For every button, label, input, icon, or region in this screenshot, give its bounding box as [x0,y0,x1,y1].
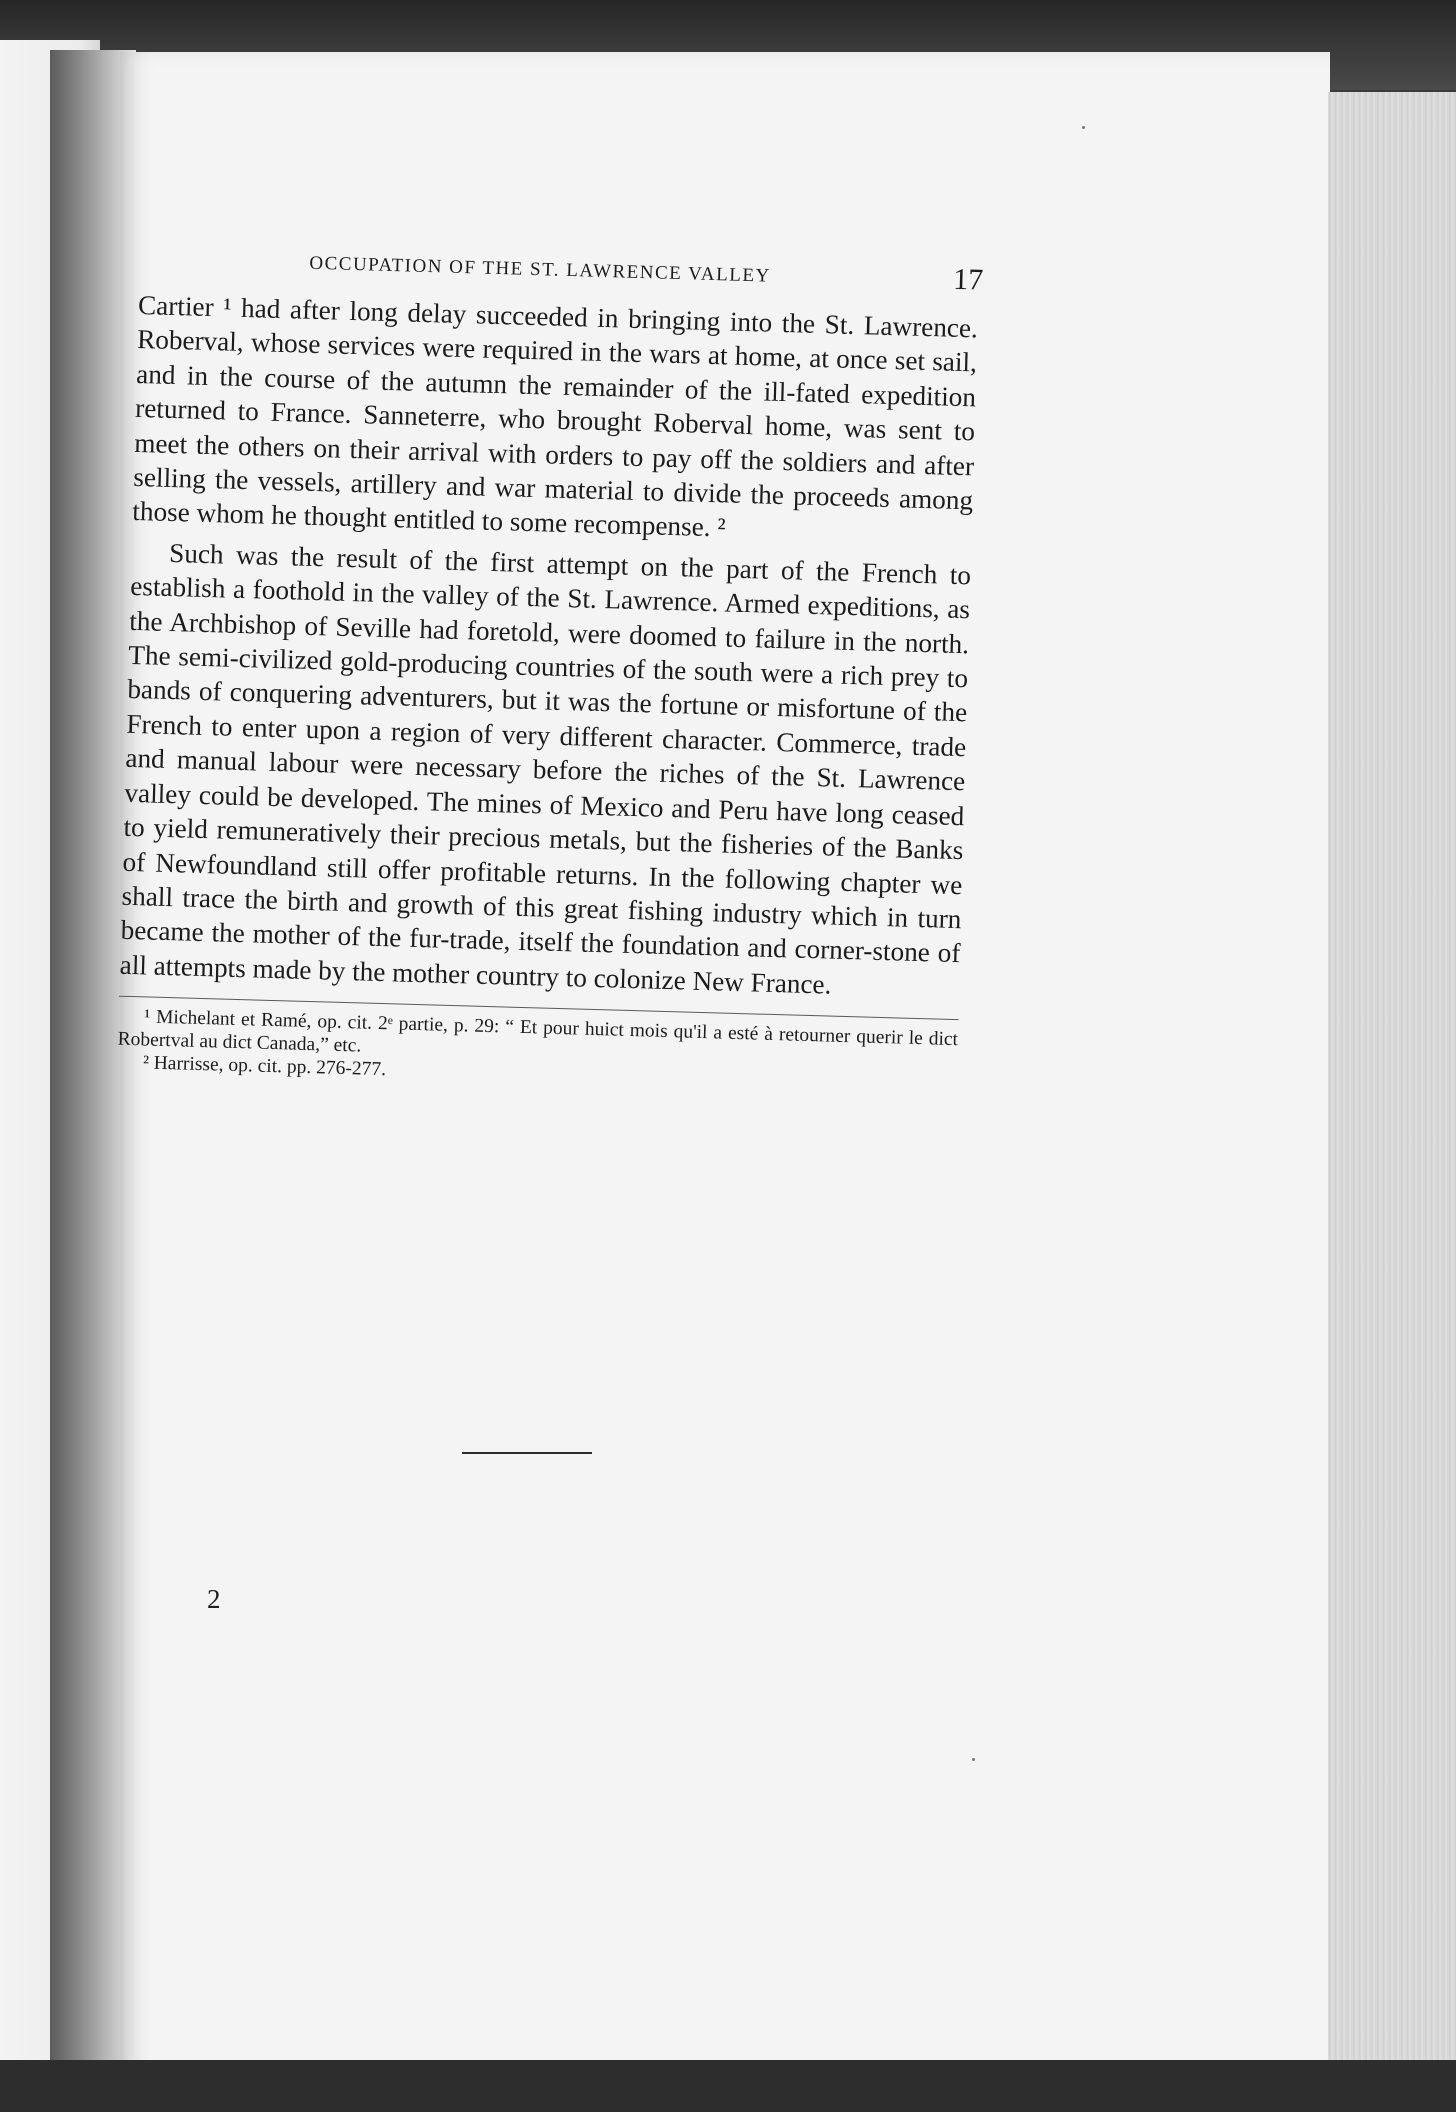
body-paragraph: Cartier ¹ had after long delay succeeded in bringing into the St. Lawrence. Roberval, whose services were required in the wars at home, at once set sail, and in the course of the autumn the remainder of the ill-fated expedition returned to France. Sanneterre, who brought Roberval home, was sent to meet the others on their arrival with orders to pay off the soldiers and after selling the vessels, artillery and war material to divide the proceeds among those whom he thought entitled to some recompense. ² [132,289,979,543]
section-end-rule [462,1452,592,1454]
page-number: 17 [952,262,984,297]
body-paragraph: Such was the result of the first attempt on the part of the French to establish a foothold in the valley of the St. Lawrence. Armed expeditions, as the Archbishop of Seville had foretold, were doomed to failure in the north. The semi-civilized gold-producing countries of the south were a rich prey to bands of conquering adventurers, but it was the fortune or misfortune of the French to enter upon a region of very different character. Commerce, trade and manual labour were necessary before the riches of the St. Lawrence valley could be developed. The mines of Mexico and Peru have long ceased to yield remuneratively their precious metals, but the fisheries of the Banks of Newfoundland still offer profitable returns. In the following chapter we shall trace the birth and growth of this great fishing industry which in turn became the mother of the fur-trade, itself the foundation and corner-stone of all attempts made by the mother country to colonize New France. [119,537,972,1000]
scan-bottom-shadow [0,2060,1456,2112]
footnote: ² Harrisse, op. cit. pp. 276-277. [142,1052,387,1081]
page-edges [1328,92,1456,2082]
page-text-block [117,240,984,1097]
footnote: ¹ Michelant et Ramé, op. cit. 2ᵉ partie, p. 29: “ Et pour huict mois qu'il a esté à retourner querir le dict Robertval au dict Canada,” etc. [117,1006,959,1057]
running-head: OCCUPATION OF THE ST. LAWRENCE VALLEY [309,252,771,287]
dust-speck [1082,126,1085,129]
dust-speck [972,1758,975,1761]
signature-mark: 2 [207,1584,221,1614]
